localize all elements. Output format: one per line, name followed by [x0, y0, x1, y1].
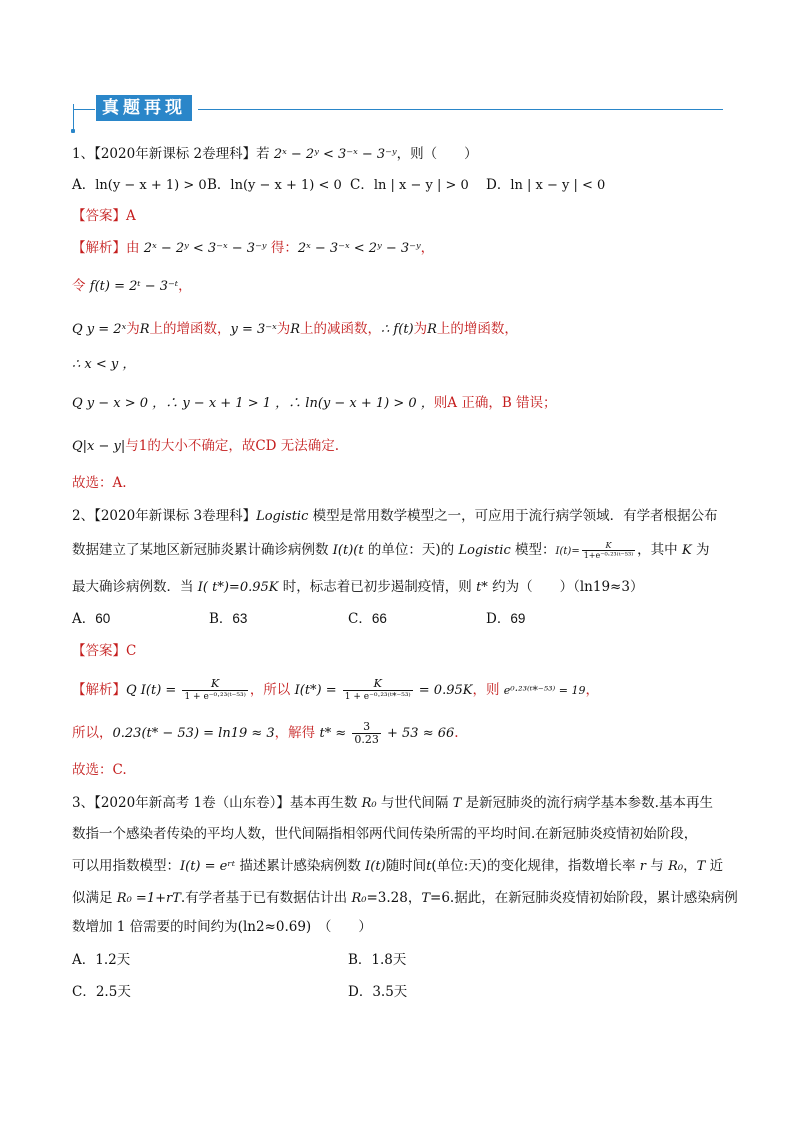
q2-analysis-line-1 [72, 678, 599, 703]
math: I(t*) = [294, 683, 341, 698]
math: R₀ [116, 891, 132, 906]
math: R₀ [361, 796, 377, 811]
section-header [70, 92, 725, 132]
text: 描述累计感染病例数 [235, 858, 366, 874]
math: R [139, 322, 150, 337]
text: ，所以 [249, 682, 295, 698]
q2-answer [72, 641, 136, 661]
text: 令 [72, 278, 90, 294]
text: 模型： [510, 542, 556, 558]
math: R [427, 322, 437, 337]
header-rule-vertical [73, 104, 74, 130]
q3-option-d [348, 982, 407, 1002]
q2-stem-line-2 [72, 540, 709, 562]
text: 似满足 [72, 890, 117, 906]
text: 约为（ ）（ln19≈3） [487, 579, 644, 595]
answer-value: C [126, 643, 137, 659]
text: 数据建立了某地区新冠肺炎累计确诊病例数 [72, 542, 333, 558]
math: T [696, 859, 706, 874]
q2-stem-line-1 [72, 506, 718, 527]
text: 的单位：天)的 [363, 542, 459, 558]
option-letter: A． [72, 177, 96, 193]
text: 为 [276, 321, 291, 337]
q1-analysis-line-4 [72, 354, 135, 375]
option-text: ln(y − x + 1) > 0 [95, 178, 207, 193]
text: 为 [691, 542, 710, 558]
math: ∴ f(t) [381, 322, 414, 337]
q1-stem [72, 144, 478, 165]
text: 上的增函数， [149, 321, 231, 337]
option-letter: A． [72, 611, 96, 627]
answer-value: A [126, 208, 136, 224]
math: I( t*)=0.95K [197, 580, 279, 595]
q3-stem-line-5: 数增加 1 倍需要的时间约为(ln2≈0.69) （ ） [72, 919, 372, 935]
math: r [639, 859, 647, 874]
math: T [421, 891, 431, 906]
q1-analysis-line-2 [72, 276, 192, 297]
q2-option-c [348, 609, 387, 629]
math: ∴ y − x + 1 > 1 ， [165, 396, 289, 411]
math: = 0.95K [414, 683, 473, 698]
option-letter: D． [348, 984, 373, 1000]
math: 2ˣ − 3⁻ˣ < 2ʸ − 3⁻ʸ [297, 241, 421, 256]
text: 为 [413, 321, 428, 337]
q3-stem-line-4 [72, 888, 738, 909]
q1-answer [72, 206, 136, 226]
text: 所以， [72, 725, 113, 741]
q1-stem-math: 2ˣ − 2ʸ < 3⁻ˣ − 3⁻ʸ [273, 147, 397, 162]
analysis-label: 【解析】 [72, 682, 126, 698]
q1-conclusion: 故选：A. [72, 475, 127, 491]
fraction-denominator: 1 + e⁻⁰·²³⁽ᵗ⁻⁵³⁾ [184, 692, 246, 702]
math: T [452, 796, 462, 811]
text: ， [420, 240, 435, 256]
math: t* [476, 580, 488, 595]
option-text: 60 [95, 611, 111, 626]
math: Q y − x > 0 ， [72, 396, 166, 411]
text: 基本再生数 [289, 795, 362, 811]
q2-stem-line-3 [72, 577, 643, 598]
q2-analysis-fraction-1 [182, 678, 247, 703]
math: R [290, 322, 301, 337]
q2-conclusion: 故选：C. [72, 762, 127, 778]
math: f(t) = 2ᵗ − 3⁻ᵗ [89, 279, 179, 294]
math: + 53 ≈ 66 [382, 726, 455, 741]
text: ， [683, 858, 697, 874]
option-letter: D． [486, 611, 511, 627]
q1-analysis-line-5 [72, 393, 557, 414]
option-letter: B． [207, 177, 231, 193]
fraction-numerator: 3 [352, 721, 381, 734]
math: ∴ ln(y − x + 1) > 0 ， [288, 396, 434, 411]
text: ，则 [472, 682, 504, 698]
text: 3、【2020年新高考 1卷（山东卷）】 [72, 795, 290, 811]
text: 得： [266, 240, 298, 256]
answer-label: 【答案】 [72, 643, 126, 659]
text: 上的增函数， [436, 321, 518, 337]
text: 与 [646, 858, 669, 874]
fraction-numerator: K [343, 678, 413, 691]
q2-stem-fraction [582, 541, 635, 560]
text: =3.28， [366, 890, 422, 906]
text: ， [178, 278, 192, 294]
q1-analysis-line-6 [72, 436, 339, 457]
text: ，解得 [274, 725, 320, 741]
section-title: 真题再现 [96, 95, 192, 121]
text: ， [585, 682, 599, 698]
math: Q I(t) = [126, 683, 181, 698]
text: 2、【2020年新课标 3卷理科】 [72, 508, 257, 524]
fraction-numerator: K [182, 678, 247, 691]
text: (单位:天)的变化规律，指数增长率 [431, 858, 640, 874]
math: Q y = 2ˣ [72, 322, 127, 337]
option-letter: C． [350, 177, 374, 193]
header-rule-horizontal [198, 109, 723, 110]
q3-option-c [72, 982, 131, 1002]
math: K [681, 543, 692, 558]
option-letter: B． [348, 952, 372, 968]
math: t [426, 859, 432, 874]
option-text: 1.8天 [371, 952, 407, 968]
q2-analysis-fraction-2 [343, 678, 413, 703]
math: 2ˣ − 2ʸ < 3⁻ˣ − 3⁻ʸ [143, 241, 267, 256]
option-text: ln | x − y | < 0 [510, 178, 606, 193]
q3-stem-line-1 [72, 793, 713, 814]
option-text: 66 [371, 611, 387, 626]
text: 近 [705, 858, 724, 874]
q1-option-c [350, 175, 469, 196]
q2-option-d [486, 609, 525, 629]
header-rule-dot [71, 129, 75, 133]
math: 0.23(t* − 53) = ln19 ≈ 3 [112, 726, 275, 741]
fraction-denominator: 1 + e⁻⁰·²³⁽ᵗ*⁻⁵³⁾ [344, 692, 411, 702]
option-letter: A． [72, 952, 96, 968]
math: R₀ [351, 891, 367, 906]
fraction-denominator: 0.23 [354, 733, 379, 746]
text: 与世代间隔 [376, 795, 453, 811]
option-letter: B． [209, 611, 233, 627]
math: I(t)(t [332, 543, 364, 558]
option-text: 69 [510, 611, 526, 626]
text: 为 [126, 321, 140, 337]
q1-option-a [72, 175, 207, 196]
text: 则A 正确，B 错误； [433, 395, 557, 411]
text: =6.据此，在新冠肺炎疫情初始阶段，累计感染病例 [430, 890, 738, 906]
q1-stem-label: 1、【2020年新课标 2卷理科】若 [72, 146, 274, 162]
option-text: 2.5天 [95, 984, 131, 1000]
fraction-numerator: K [582, 541, 635, 551]
analysis-label: 【解析】 [72, 240, 126, 256]
text: 上的减函数， [300, 321, 382, 337]
q3-stem-line-2: 数指一个感染者传染的平均人数，世代间隔指相邻两代间传染所需的平均时间.在新冠肺炎疫情初始阶段， [72, 826, 698, 842]
math: Logistic [458, 543, 511, 558]
math: e⁰·²³⁽ᵗ*⁻⁵³⁾ = 19 [503, 684, 586, 697]
q2-option-b [209, 609, 247, 629]
text: 由 [126, 240, 144, 256]
q1-analysis-line-1 [72, 238, 434, 259]
text: 是新冠肺炎的流行病学基本参数.基本再生 [461, 795, 713, 811]
q2-analysis-fraction-3 [352, 721, 381, 746]
q1-analysis-line-3 [72, 319, 518, 340]
math: Q|x − y| [72, 439, 126, 454]
math: ∴ x < y ， [72, 357, 136, 372]
header-rule-lead [73, 109, 95, 110]
option-letter: D． [486, 177, 511, 193]
option-text: 63 [232, 611, 248, 626]
math: Logistic [256, 509, 309, 524]
math: I(t)= [555, 546, 580, 557]
text: 模型是常用数学模型之一，可应用于流行病学领域．有学者根据公布 [308, 508, 718, 524]
text: . [454, 725, 459, 741]
q2-analysis-line-2 [72, 721, 459, 746]
q2-option-a [72, 609, 110, 629]
fraction-denominator: 1+e⁻⁰·²³⁽ᵗ⁻⁵³⁾ [583, 551, 634, 560]
text: 可以用指数模型： [72, 858, 180, 874]
text: 随时间 [385, 858, 427, 874]
math: y = 3⁻ˣ [230, 322, 277, 337]
text: 与1的大小不确定，故CD 无法确定. [125, 438, 340, 454]
q3-option-a [72, 950, 130, 970]
answer-label: 【答案】 [72, 208, 126, 224]
option-text: 1.2天 [95, 952, 131, 968]
option-text: ln | x − y | > 0 [373, 178, 469, 193]
option-letter: C． [348, 611, 372, 627]
q1-stem-tail: ，则（ ） [396, 146, 478, 162]
text: 时，标志着已初步遏制疫情，则 [278, 579, 477, 595]
q3-stem-line-3 [72, 856, 723, 877]
math: I(t) = eʳᵗ [180, 859, 236, 874]
math: t* ≈ [319, 726, 351, 741]
math: =1+rT [131, 891, 181, 906]
q1-option-d [486, 175, 605, 196]
math: R₀ [668, 859, 684, 874]
text: .有学者基于已有数据估计出 [180, 890, 352, 906]
text: 最大确诊病例数．当 [72, 579, 198, 595]
option-letter: C． [72, 984, 96, 1000]
math: I(t) [365, 859, 386, 874]
q1-option-b [207, 175, 342, 196]
option-text: ln(y − x + 1) < 0 [230, 178, 342, 193]
q3-option-b [348, 950, 406, 970]
option-text: 3.5天 [372, 984, 408, 1000]
text: ，其中 [637, 542, 682, 558]
